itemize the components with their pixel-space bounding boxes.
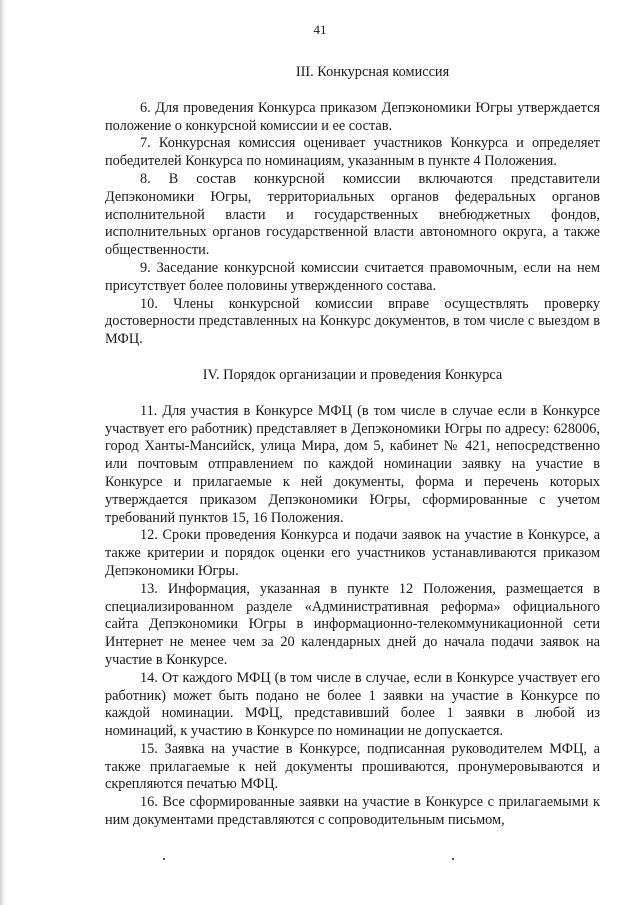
scan-edge-shadow	[0, 0, 6, 905]
paragraph-13: 13. Информация, указанная в пункте 12 Положения, размещается в специализированном разделе «Административная реформа» официального сайта Депэкономики Югры в информационно-телекоммуникационной сети Интернет не менее чем за 20 календарных дней до начала подачи заявок на участие в Конкурсе.	[105, 580, 600, 668]
paragraph-16: 16. Все сформированные заявки на участие в Конкурсе с прилагаемыми к ним документами представляются с сопроводительным письмом,	[105, 794, 600, 829]
paragraph-7: 7. Конкурсная комиссия оценивает участников Конкурса и определяет победителей Конкурса по номинациям, указанным в пункте 4 Положения.	[105, 135, 600, 170]
document-body	[105, 64, 600, 830]
paragraph-14: 14. От каждого МФЦ (в том числе в случае, если в Конкурсе участвует его работник) может быть подано не более 1 заявки на участие в Конкурсе по каждой номинации. МФЦ, представивший более 1 заявки в любой из номинаций, к участию в Конкурсе по номинации не допускается.	[105, 669, 600, 740]
section-heading-procedure: IV. Порядок организации и проведения Конкурса	[202, 366, 503, 383]
paragraph-6: 6. Для проведения Конкурса приказом Депэкономики Югры утверждается положение о конкурсной комиссии и ее состав.	[105, 99, 600, 134]
paragraph-9: 9. Заседание конкурсной комиссии считается правомочным, если на нем присутствует более половины утвержденного состава.	[105, 259, 600, 294]
paragraph-12: 12. Сроки проведения Конкурса и подачи заявок на участие в Конкурсе, а также критерии и порядок оценки его участников устанавливаются приказом Депэкономики Югры.	[105, 527, 600, 579]
paragraph-11: 11. Для участия в Конкурсе МФЦ (в том числе в случае если в Конкурсе участвует его работник) представляет в Депэкономики Югры по адресу: 628006, город Ханты-Мансийск, улица Мира, дом 5, кабинет № 421, непосредственно или почтовым отправлением по каждой номинации заявку на участие в Конкурсе и прилагаемые к ней документы, форма и перечень которых утверждается приказом Депэкономики Югры, сформированные с учетом требований пунктов 15, 16 Положения.	[105, 402, 600, 526]
scan-speck	[452, 858, 454, 860]
page-number: 41	[313, 22, 327, 37]
paragraph-8: 8. В состав конкурсной комиссии включаются представители Депэкономики Югры, территориальных органов федеральных органов исполнительной власти и государственных внебюджетных фондов, исполнительных органов государственной власти автономного округа, а также общественности.	[105, 170, 600, 259]
scan-speck	[163, 858, 165, 860]
section-heading-commission: III. Конкурсная комиссия	[295, 64, 450, 80]
section-procedure-body	[105, 403, 600, 830]
paragraph-15: 15. Заявка на участие в Конкурсе, подписанная руководителем МФЦ, а также прилагаемые к ней документы прошиваются, пронумеровываются и скрепляются печатью МФЦ.	[105, 740, 600, 793]
section-commission-body	[105, 100, 600, 349]
paragraph-10: 10. Члены конкурсной комиссии вправе осуществлять проверку достоверности представленных на Конкурс документов, в том числе с выездом в МФЦ.	[105, 295, 600, 348]
